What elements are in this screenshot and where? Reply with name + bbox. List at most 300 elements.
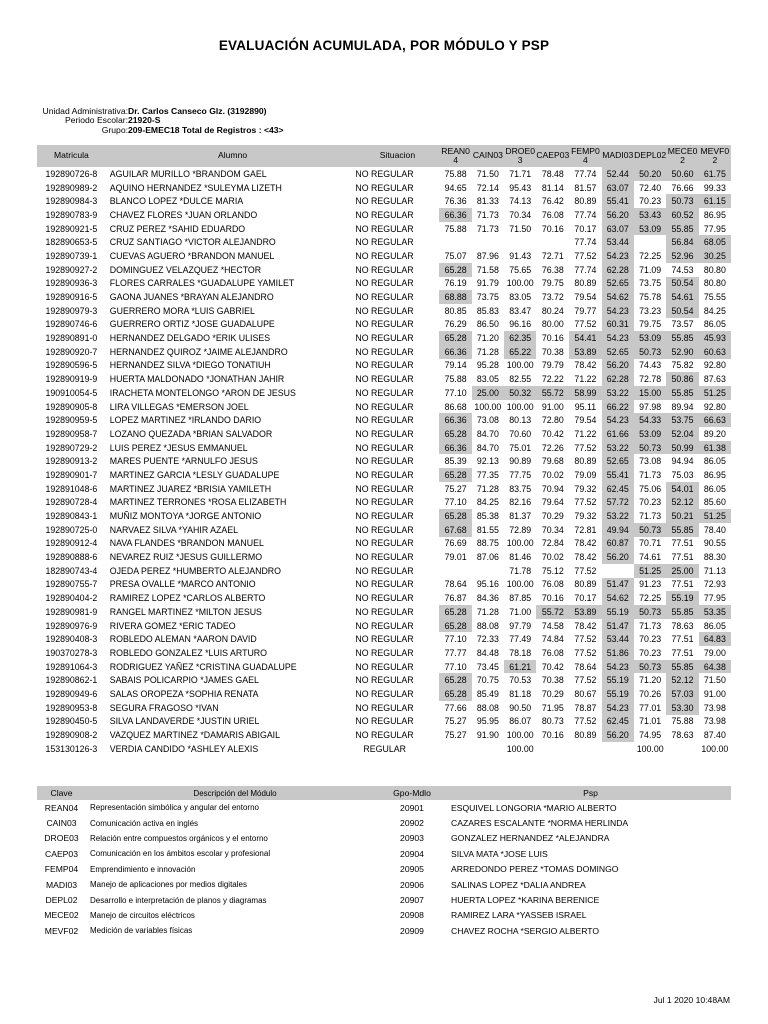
alumno-cell: SABAIS POLICARPIO *JAMES GAEL [109, 675, 259, 686]
alumno-cell: GAONA JUANES *BRAYAN ALEJANDRO [109, 292, 274, 303]
grade-cell: 55.19 [602, 605, 634, 619]
grade-cell: 89.94 [671, 401, 694, 412]
table-row [37, 550, 731, 564]
grade-cell: 80.67 [574, 688, 597, 699]
situacion-cell: NO REGULAR [355, 278, 414, 289]
grade-cell: 79.01 [444, 552, 467, 563]
grade-cell: 79.64 [541, 497, 564, 508]
grade-cell: 100.00 [474, 401, 502, 412]
situacion-cell: NO REGULAR [355, 196, 414, 207]
grade-cell: 78.48 [541, 168, 564, 179]
grade-cell: 75.88 [444, 374, 467, 385]
module-description: Representación simbólica y angular del entorno [90, 803, 259, 813]
matricula-cell: 192890936-3 [45, 278, 98, 289]
matricula-cell: 192890908-2 [45, 730, 98, 741]
grade-cell [439, 564, 471, 578]
grade-cell: 50.73 [634, 660, 666, 674]
situacion-cell: NO REGULAR [355, 168, 414, 179]
situacion-cell: NO REGULAR [355, 209, 414, 220]
grade-cell: 77.49 [509, 634, 532, 645]
grade-cell: 77.52 [574, 716, 597, 727]
table-row [37, 468, 731, 482]
header-gpo: Gpo-Mdlo [381, 786, 443, 800]
table-row [37, 728, 731, 742]
grade-cell: 87.63 [703, 374, 726, 385]
matricula-cell: 192890976-9 [45, 620, 98, 631]
grade-cell: 71.01 [639, 716, 662, 727]
grade-cell: 53.09 [634, 331, 666, 345]
header-clave: Clave [37, 786, 86, 800]
grade-cell: 95.43 [509, 182, 532, 193]
grade-cell: 74.95 [639, 730, 662, 741]
alumno-cell: NEVAREZ RUIZ *JESUS GUILLERMO [109, 552, 263, 563]
grade-cell: 68.05 [699, 235, 731, 249]
table-row [37, 386, 731, 400]
grade-cell: 52.65 [602, 454, 634, 468]
situacion-cell: NO REGULAR [355, 702, 414, 713]
table-row [37, 167, 731, 181]
grade-cell: 51.47 [602, 578, 634, 592]
grade-cell [472, 235, 504, 249]
grade-cell: 71.50 [703, 675, 726, 686]
table-row [37, 564, 731, 578]
list-item [37, 800, 731, 815]
list-item [37, 831, 731, 846]
list-item [37, 908, 731, 923]
table-row [37, 345, 731, 359]
situacion-cell: NO REGULAR [355, 675, 414, 686]
matricula-cell: 192890919-9 [45, 374, 98, 385]
alumno-cell: ROBLEDO ALEMAN *AARON DAVID [109, 634, 257, 645]
grade-cell: 75.55 [703, 292, 726, 303]
situacion-cell: NO REGULAR [355, 579, 414, 590]
grade-cell: 60.31 [602, 318, 634, 332]
grade-cell: 88.75 [476, 538, 499, 549]
grade-cell: 78.18 [509, 647, 532, 658]
situacion-cell: NO REGULAR [355, 428, 414, 439]
grade-cell: 50.73 [634, 605, 666, 619]
grade-cell: 55.41 [602, 468, 634, 482]
grade-cell: 75.03 [671, 469, 694, 480]
table-row [37, 673, 731, 687]
grade-cell: 62.35 [504, 331, 536, 345]
modules-body [37, 800, 731, 939]
grade-cell: 75.65 [509, 264, 532, 275]
table-row [37, 509, 731, 523]
grade-cell: 100.00 [506, 401, 534, 412]
grade-cell: 51.25 [699, 386, 731, 400]
grade-cell: 90.89 [509, 456, 532, 467]
grade-cell: 52.65 [602, 345, 634, 359]
table-row [37, 222, 731, 236]
header-alumno: Alumno [106, 145, 356, 167]
grade-cell: 85.83 [476, 305, 499, 316]
grade-cell: 79.75 [541, 278, 564, 289]
table-row [37, 619, 731, 633]
grade-cell: 72.78 [639, 374, 662, 385]
matricula-cell: 192890450-5 [45, 716, 98, 727]
grade-cell: 78.42 [574, 620, 597, 631]
table-row [37, 660, 731, 674]
grade-cell: 77.74 [574, 209, 597, 220]
grade-cell: 86.95 [703, 209, 726, 220]
grade-cell: 76.29 [444, 319, 467, 330]
grade-cell: 70.38 [541, 675, 564, 686]
grade-cell: 54.23 [602, 331, 634, 345]
grade-cell: 86.05 [703, 319, 726, 330]
module-gpo: 20905 [400, 864, 424, 875]
grade-cell: 52.12 [666, 496, 698, 510]
grade-cell: 84.25 [476, 497, 499, 508]
grade-cell: 77.52 [574, 319, 597, 330]
grade-cell: 80.89 [574, 730, 597, 741]
grade-cell: 80.24 [541, 305, 564, 316]
grade-cell: 95.28 [476, 360, 499, 371]
grade-cell: 78.87 [574, 702, 597, 713]
grade-cell: 86.07 [509, 716, 532, 727]
grade-cell: 50.54 [666, 277, 698, 291]
situacion-cell: NO REGULAR [355, 647, 414, 658]
table-row [37, 413, 731, 427]
alumno-cell: HERNANDEZ DELGADO *ERIK ULISES [109, 333, 271, 344]
grade-cell: 65.28 [439, 605, 471, 619]
alumno-cell: FLORES CARRALES *GUADALUPE YAMILET [109, 278, 295, 289]
grade-cell: 77.52 [574, 675, 597, 686]
matricula-cell: 192890755-7 [45, 579, 98, 590]
grade-cell: 55.72 [536, 605, 569, 619]
alumno-cell: CHAVEZ FLORES *JUAN ORLANDO [109, 209, 258, 220]
module-psp: CAZARES ESCALANTE *NORMA HERLINDA [451, 818, 629, 829]
grade-cell: 56.20 [602, 208, 634, 222]
matricula-cell: 192890783-9 [45, 209, 98, 220]
grade-cell: 61.38 [699, 441, 731, 455]
alumno-cell: AGUILAR MURILLO *BRANDOM GAEL [109, 168, 267, 179]
grade-cell: 79.32 [574, 511, 597, 522]
grade-cell: 70.94 [541, 483, 564, 494]
alumno-cell: RANGEL MARTINEZ *MILTON JESUS [109, 606, 262, 617]
alumno-cell: AQUINO HERNANDEZ *SULEYMA LIZETH [109, 182, 282, 193]
grade-cell: 83.47 [509, 305, 532, 316]
grade-cell: 83.05 [509, 292, 532, 303]
grade-cell: 78.63 [671, 730, 694, 741]
table-row [37, 359, 731, 373]
grupo-label: Grupo: [101, 125, 128, 135]
situacion-cell: NO REGULAR [355, 319, 414, 330]
grade-cell: 72.26 [541, 442, 564, 453]
grade-cell: 60.63 [699, 345, 731, 359]
grade-cell: 70.16 [541, 730, 564, 741]
grade-cell: 73.75 [639, 278, 662, 289]
matricula-cell: 182890743-4 [45, 565, 98, 576]
situacion-cell: NO REGULAR [355, 182, 414, 193]
grade-cell: 80.00 [541, 319, 564, 330]
grade-cell: 79.14 [444, 360, 467, 371]
module-psp: SALINAS LOPEZ *DALIA ANDREA [451, 879, 586, 890]
grade-cell: 71.95 [541, 702, 564, 713]
table-row [37, 496, 731, 510]
grade-cell: 100.00 [506, 730, 534, 741]
grade-cell: 77.51 [671, 579, 694, 590]
grade-cell: 53.22 [602, 509, 634, 523]
situacion-cell: NO REGULAR [355, 264, 414, 275]
alumno-cell: MARTINEZ JUAREZ *BRISIA YAMILETH [109, 483, 272, 494]
grade-cell: 74.61 [639, 552, 662, 563]
grade-cell: 100.00 [506, 538, 534, 549]
grade-cell: 71.50 [509, 223, 532, 234]
grade-cell: 88.08 [476, 702, 499, 713]
grade-cell: 77.95 [703, 223, 726, 234]
module-description: Comunicación activa en inglés [90, 818, 199, 828]
grade-cell [536, 742, 569, 756]
grade-cell: 52.90 [666, 345, 698, 359]
grade-cell: 85.60 [703, 497, 726, 508]
grade-cell: 53.35 [699, 605, 731, 619]
grades-table [37, 145, 731, 756]
matricula-cell: 153130126-3 [45, 743, 98, 754]
grade-cell: 79.54 [574, 292, 597, 303]
header-module: MECE0 2 [667, 145, 698, 165]
grade-cell: 75.12 [541, 565, 564, 576]
grade-cell: 90.55 [703, 538, 726, 549]
module-psp: GONZALEZ HERNANDEZ *ALEJANDRA [451, 833, 610, 844]
matricula-cell: 192890739-1 [45, 250, 98, 261]
grade-cell: 70.23 [639, 196, 662, 207]
grade-cell: 80.73 [541, 716, 564, 727]
grade-cell: 62.45 [602, 482, 634, 496]
alumno-cell: ROBLEDO GONZALEZ *LUIS ARTURO [109, 647, 267, 658]
grade-cell: 79.09 [574, 469, 597, 480]
matricula-cell: 192890916-5 [45, 292, 98, 303]
grade-cell: 75.88 [444, 223, 467, 234]
grade-cell: 54.23 [602, 660, 634, 674]
list-item [37, 892, 731, 907]
grade-cell: 82.55 [509, 374, 532, 385]
grade-cell: 70.23 [639, 497, 662, 508]
grade-cell: 96.16 [509, 319, 532, 330]
grade-cell: 72.71 [541, 250, 564, 261]
situacion-cell: NO REGULAR [355, 620, 414, 631]
grade-cell: 77.66 [444, 702, 467, 713]
table-row [37, 578, 731, 592]
grade-cell: 72.80 [541, 415, 564, 426]
grade-cell: 70.38 [541, 346, 564, 357]
grade-cell: 64.83 [699, 632, 731, 646]
grade-cell: 50.73 [634, 345, 666, 359]
alumno-cell: IRACHETA MONTELONGO *ARON DE JESUS [109, 387, 296, 398]
matricula-cell: 192890979-3 [45, 305, 98, 316]
grade-cell: 72.40 [639, 182, 662, 193]
grade-cell: 70.53 [509, 675, 532, 686]
grade-cell: 30.25 [699, 249, 731, 263]
grade-cell: 66.36 [439, 208, 471, 222]
grade-cell: 55.85 [666, 605, 698, 619]
grade-cell: 76.19 [444, 278, 467, 289]
grade-cell: 50.99 [666, 441, 698, 455]
module-psp: ARREDONDO PEREZ *TOMAS DOMINGO [451, 864, 619, 875]
grade-cell: 100.00 [506, 278, 534, 289]
matricula-cell: 190370278-3 [45, 647, 98, 658]
situacion-cell: NO REGULAR [355, 305, 414, 316]
grade-cell: 73.72 [541, 292, 564, 303]
grade-cell: 77.51 [671, 552, 694, 563]
grade-cell: 50.86 [666, 372, 698, 386]
list-item [37, 923, 731, 938]
grade-cell: 55.19 [602, 673, 634, 687]
grade-cell: 51.47 [602, 619, 634, 633]
grade-cell: 86.95 [703, 469, 726, 480]
matricula-cell: 192890958-7 [45, 428, 98, 439]
grade-cell: 80.80 [703, 264, 726, 275]
matricula-cell: 192890901-7 [45, 469, 98, 480]
grade-cell: 49.94 [602, 523, 634, 537]
modules-header-row [37, 786, 731, 800]
grade-cell: 84.36 [476, 593, 499, 604]
grade-cell: 79.32 [574, 483, 597, 494]
grade-cell: 85.39 [444, 456, 467, 467]
grade-cell: 75.88 [671, 716, 694, 727]
grade-cell: 64.38 [699, 660, 731, 674]
matricula-cell: 192890949-6 [45, 688, 98, 699]
grade-cell: 71.73 [639, 511, 662, 522]
grade-cell: 91.79 [476, 278, 499, 289]
grade-cell: 70.17 [574, 593, 597, 604]
grade-cell: 73.98 [703, 702, 726, 713]
alumno-cell: SEGURA FRAGOSO *IVAN [109, 702, 219, 713]
situacion-cell: NO REGULAR [355, 387, 414, 398]
grade-cell: 60.87 [602, 537, 634, 551]
module-psp: CHAVEZ ROCHA *SERGIO ALBERTO [451, 925, 600, 936]
grade-cell: 86.68 [444, 401, 467, 412]
table-row [37, 277, 731, 291]
alumno-cell: VERDIA CANDIDO *ASHLEY ALEXIS [109, 743, 259, 754]
alumno-cell: HERNANDEZ QUIROZ *JAIME ALEJANDRO [109, 346, 288, 357]
situacion-cell: NO REGULAR [355, 442, 414, 453]
matricula-cell: 192890989-2 [45, 182, 98, 193]
grade-cell: 76.38 [541, 264, 564, 275]
grade-cell [439, 235, 471, 249]
matricula-cell: 192890726-8 [45, 168, 98, 179]
grade-cell: 63.07 [602, 222, 634, 236]
grade-cell: 84.48 [476, 647, 499, 658]
alumno-cell: GUERRERO MORA *LUIS GABRIEL [109, 305, 255, 316]
grade-cell: 77.74 [574, 264, 597, 275]
grade-cell: 70.60 [509, 428, 532, 439]
grade-cell: 54.62 [602, 591, 634, 605]
table-row [37, 400, 731, 414]
alumno-cell: PRESA OVALLE *MARCO ANTONIO [109, 579, 256, 590]
grade-cell [569, 742, 601, 756]
table-row [37, 591, 731, 605]
grade-cell: 70.16 [541, 333, 564, 344]
grade-cell: 77.51 [671, 647, 694, 658]
module-gpo: 20902 [400, 818, 424, 829]
footer-timestamp: Jul 1 2020 10:48AM [653, 995, 730, 1005]
alumno-cell: MARTINEZ GARCIA *LESLY GUADALUPE [109, 469, 280, 480]
list-item [37, 846, 731, 861]
grade-cell: 53.22 [602, 386, 634, 400]
grade-cell: 70.42 [541, 428, 564, 439]
grade-cell: 75.27 [444, 716, 467, 727]
grade-cell: 77.52 [574, 497, 597, 508]
grades-header-row [37, 145, 731, 167]
alumno-cell: CRUZ PEREZ *SAHID EDUARDO [109, 223, 246, 234]
situacion-cell: NO REGULAR [355, 688, 414, 699]
grade-cell: 71.50 [476, 168, 499, 179]
module-psp: SILVA MATA *JOSE LUIS [451, 848, 548, 859]
grade-cell: 54.23 [602, 304, 634, 318]
grade-cell [602, 564, 634, 578]
matricula-cell: 192890981-9 [45, 606, 98, 617]
grade-cell: 55.85 [666, 523, 698, 537]
grade-cell: 56.84 [666, 235, 698, 249]
grade-cell: 62.45 [602, 715, 634, 729]
module-gpo: 20906 [400, 879, 424, 890]
grade-cell: 81.33 [476, 196, 499, 207]
matricula-cell: 192890888-6 [45, 552, 98, 563]
alumno-cell: LOPEZ MARTINEZ *IRLANDO DARIO [109, 415, 262, 426]
matricula-cell: 192890843-1 [45, 511, 98, 522]
grade-cell: 83.75 [509, 483, 532, 494]
grade-cell: 66.36 [439, 345, 471, 359]
grade-cell: 54.41 [569, 331, 601, 345]
unidad-value: Dr. Carlos Canseco Glz. (3192890) [128, 106, 267, 116]
alumno-cell: MUÑIZ MONTOYA *JORGE ANTONIO [109, 511, 262, 522]
situacion-cell: NO REGULAR [355, 292, 414, 303]
grade-cell: 53.30 [666, 701, 698, 715]
grade-cell: 75.01 [509, 442, 532, 453]
grade-cell: 91.00 [541, 401, 564, 412]
grade-cell: 71.73 [476, 223, 499, 234]
matricula-cell: 192890953-8 [45, 702, 98, 713]
matricula-cell: 192890746-6 [45, 319, 98, 330]
matricula-cell: 192890862-1 [45, 675, 98, 686]
alumno-cell: NAVA FLANDES *BRANDON MANUEL [109, 538, 264, 549]
grade-cell: 94.65 [444, 182, 467, 193]
grade-cell: 84.70 [476, 428, 499, 439]
grade-cell: 95.11 [574, 401, 597, 412]
grade-cell: 74.43 [639, 360, 662, 371]
grade-cell [602, 742, 634, 756]
grade-cell: 65.28 [439, 687, 471, 701]
grade-cell: 77.10 [444, 634, 467, 645]
grade-cell: 74.58 [541, 620, 564, 631]
grade-cell: 70.71 [639, 538, 662, 549]
grade-cell: 65.28 [439, 619, 471, 633]
grade-cell: 78.42 [574, 552, 597, 563]
grade-cell [472, 742, 504, 756]
alumno-cell: NARVAEZ SILVA *YAHIR AZAEL [109, 524, 239, 535]
alumno-cell: LOZANO QUEZADA *BRIAN SALVADOR [109, 428, 273, 439]
table-row [37, 646, 731, 660]
grade-cell: 82.16 [509, 497, 532, 508]
grade-cell: 52.44 [602, 167, 634, 181]
grades-body [37, 167, 731, 756]
grade-cell: 73.57 [671, 319, 694, 330]
alumno-cell: HUERTA MALDONADO *JONATHAN JAHIR [109, 374, 285, 385]
module-clave: FEMP04 [44, 864, 79, 875]
grade-cell: 74.53 [671, 264, 694, 275]
grupo-value: 209-EMEC18 Total de Registros : <43> [128, 125, 284, 135]
situacion-cell: NO REGULAR [355, 250, 414, 261]
grade-cell: 66.22 [602, 400, 634, 414]
alumno-cell: SALAS OROPEZA *SOPHIA RENATA [109, 688, 259, 699]
grade-cell: 66.36 [439, 413, 471, 427]
situacion-cell: NO REGULAR [355, 333, 414, 344]
grade-cell: 74.13 [509, 196, 532, 207]
grade-cell: 66.36 [439, 441, 471, 455]
list-item [37, 877, 731, 892]
grade-cell: 71.22 [574, 428, 597, 439]
